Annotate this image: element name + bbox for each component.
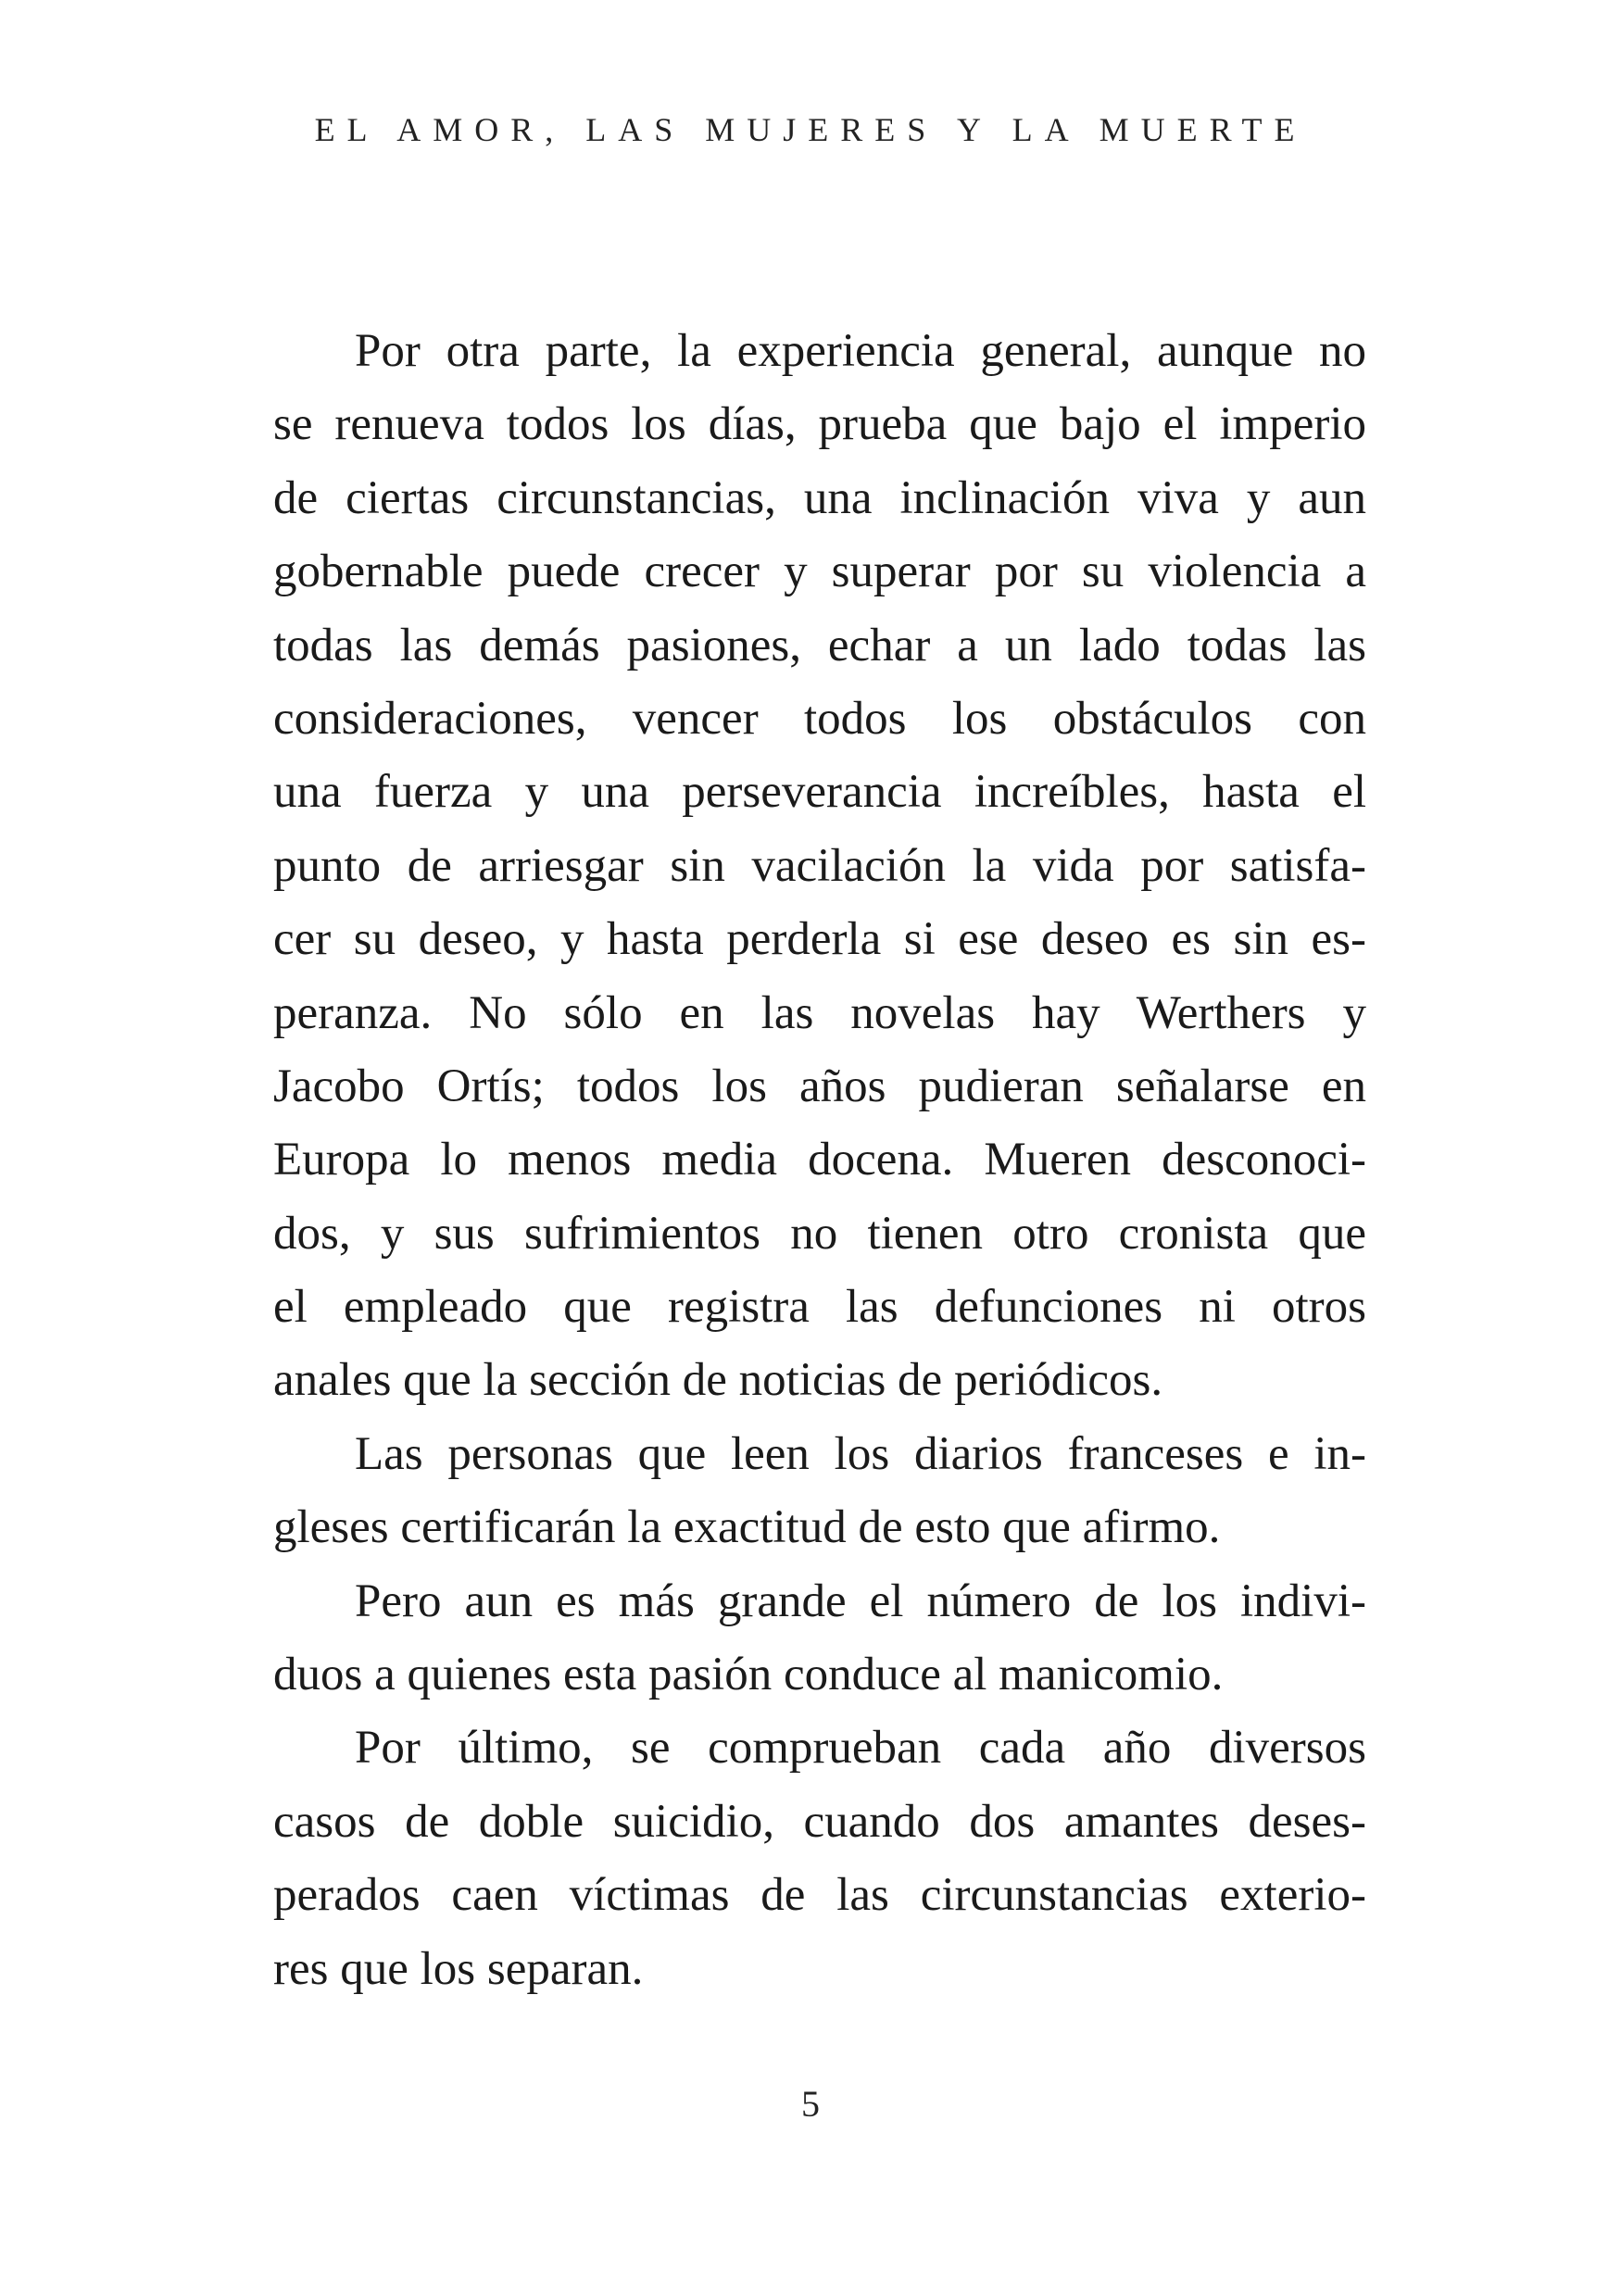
text-line: una fuerza y una perseverancia increíbles, hasta el [273, 766, 1366, 819]
text-line: Las personas que leen los diarios franceses e in- [355, 1427, 1366, 1480]
running-header: EL AMOR, LAS MUJERES Y LA MUERTE [314, 111, 1307, 148]
text-line: anales que la sección de noticias de periódicos. [273, 1354, 1163, 1407]
text-line: consideraciones, vencer todos los obstáculos con [273, 692, 1366, 745]
text-line: el empleado que registra las defunciones ni otros [273, 1281, 1366, 1334]
body-text [273, 315, 1366, 2006]
text-line: dos, y sus sufrimientos no tienen otro cronista que [273, 1207, 1366, 1260]
text-line: gobernable puede crecer y superar por su violencia a [273, 546, 1366, 598]
text-line: todas las demás pasiones, echar a un lado todas las [273, 619, 1366, 671]
text-line: peranza. No sólo en las novelas hay Werthers y [273, 986, 1366, 1039]
text-line: se renueva todos los días, prueba que bajo el imperio [273, 398, 1366, 451]
page-number: 5 [801, 2083, 820, 2125]
text-line: res que los separan. [273, 1942, 644, 1995]
text-line: punto de arriesgar sin vacilación la vida por satisfa- [273, 839, 1366, 892]
text-line: Por otra parte, la experiencia general, aunque no [355, 325, 1366, 377]
text-line: Jacobo Ortís; todos los años pudieran señalarse en [273, 1060, 1366, 1112]
text-line: de ciertas circunstancias, una inclinación viva y aun [273, 471, 1366, 524]
text-line: cer su deseo, y hasta perderla si ese deseo es sin es- [273, 913, 1366, 966]
text-line: duos a quienes esta pasión conduce al manicomio. [273, 1649, 1224, 1701]
text-line: Pero aun es más grande el número de los indivi- [355, 1575, 1366, 1627]
text-line: Por último, se comprueban cada año diversos [355, 1722, 1366, 1775]
text-line: casos de doble suicidio, cuando dos amantes deses- [273, 1795, 1366, 1848]
text-line: Europa lo menos media docena. Mueren desconoci- [273, 1134, 1366, 1186]
text-line: perados caen víctimas de las circunstancias exterio- [273, 1869, 1366, 1922]
text-line: gleses certificarán la exactitud de esto que afirmo. [273, 1501, 1221, 1554]
